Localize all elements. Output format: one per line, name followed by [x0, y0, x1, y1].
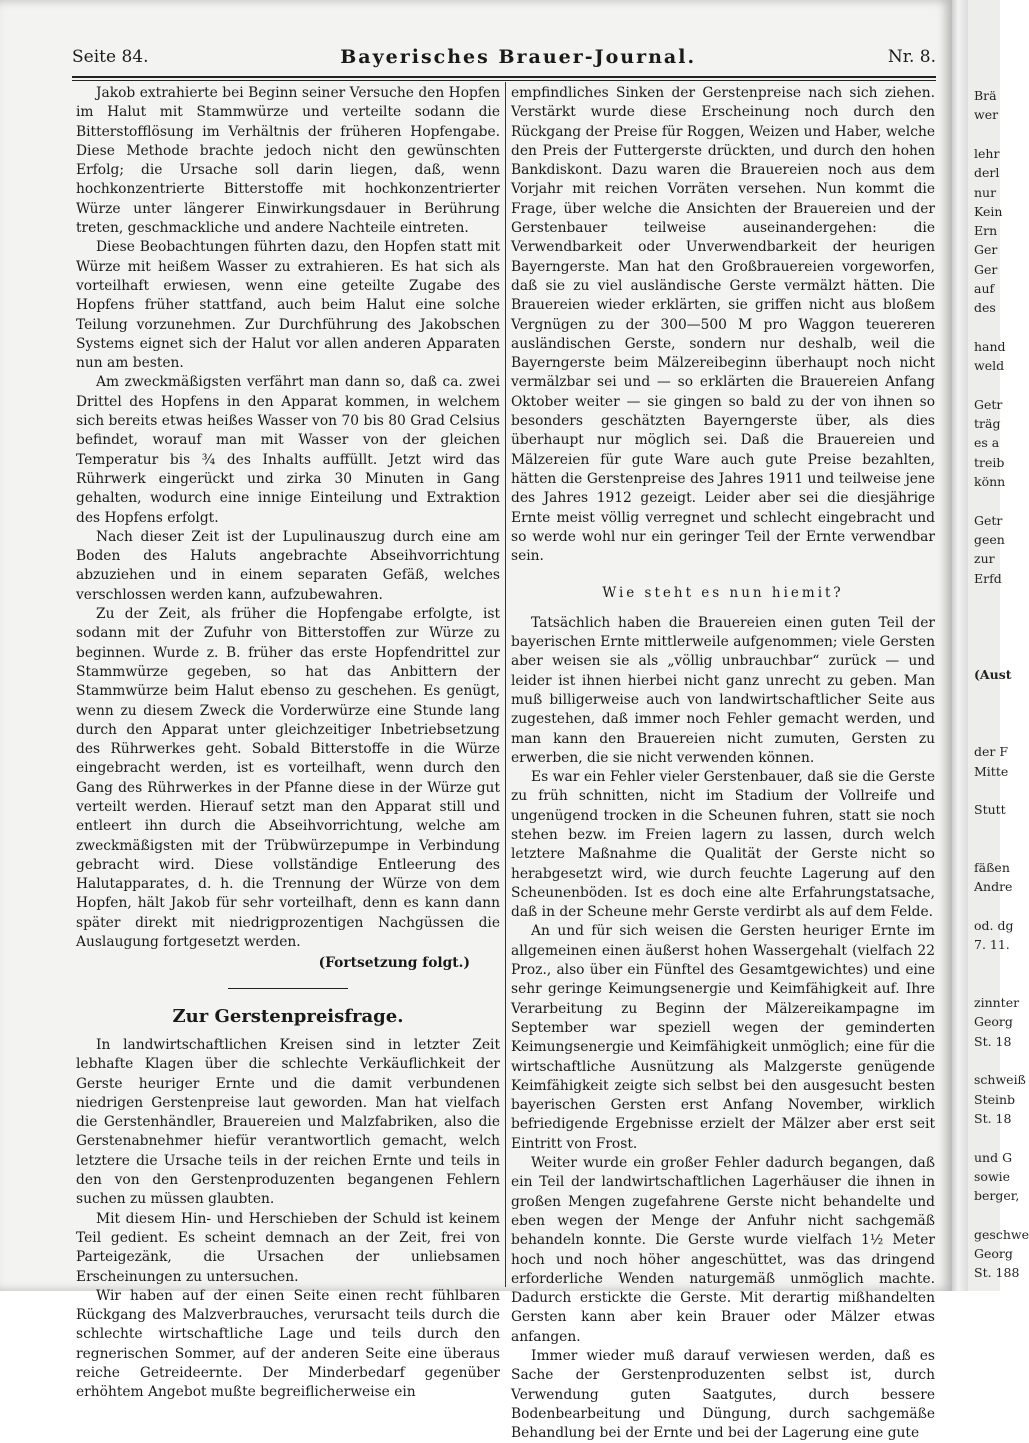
next-page-fragment: Georg — [974, 1246, 1013, 1261]
right-column — [511, 84, 935, 1442]
paragraph: Am zweckmäßigsten verfährt man dann so, daß ca. zwei Drittel des Hopfens in den Apparat kommen, in welchem sich bereits etwas heißes Wasser von 70 bis 80 Grad Celsius befindet, worauf man mit Wasser von der gleichen Temperatur bis ¾ des Inhalts auffüllt. Jetzt wird das Rührwerk eingerückt und zirka 30 Minuten in Gang gehalten, wodurch eine innige Einteilung und Extraktion des Hopfens erfolgt. — [76, 374, 500, 526]
next-page-fragment: und G — [974, 1149, 1013, 1165]
next-page-fragment: auf — [974, 281, 995, 296]
paragraph: Diese Beobachtungen führten dazu, den Hopfen statt mit Würze mit heißem Wasser zu extrahieren. Es hat sich als vorteilhaft erwiesen, wenn eine geteilte Zugabe des Hopfens früher stattfand, auch beim Halut eine solche Teilung vorzunehmen. Zur Durchführung des Jakobschen Systems eignet sich der Halut vor allen anderen Apparaten nun am besten. — [76, 239, 500, 372]
paragraph: An und für sich weisen die Gersten heuriger Ernte im allgemeinen einen äußerst hohen Wassergehalt (vielfach 22 Proz., also über ein Fünftel des Gesamtgewichtes) und eine sehr geringe Keimungsenergie und Keimfähigkeit auf. Ihre Verarbeitung zu Beginn der Mälzereikampagne im September war speziell wegen der geminderten Keimungsenergie und Keimfähigkeit unmöglich; eine für die wirtschaftliche Ausnützung als Malzgerste genügende Keimfähigkeit zeigte sich selbst bei den ausgesucht besten bayerischen Gersten erst Anfang November, wirklich befriedigende Ergebnisse erzielt der Mälzer aber erst seit Eintritt von Frost. — [511, 923, 935, 1152]
next-page-fragment: St. 18 — [974, 1110, 1012, 1126]
next-page-fragment: es a — [974, 435, 1000, 451]
column-divider — [505, 82, 506, 1287]
paragraph: Mit diesem Hin- und Herschieben der Schuld ist keinem Teil gedient. Es scheint demnach an der Zeit, frei von Parteigezänk, die Ursachen der unliebsamen Erscheinungen zu untersuchen. — [76, 1210, 500, 1285]
next-page-fragment: könn — [974, 474, 1006, 489]
next-page-fragment: zinnter — [974, 995, 1020, 1011]
next-page-fragment: Georg — [974, 1014, 1013, 1030]
next-page-fragment: hand — [974, 338, 1006, 354]
paragraph: Nach dieser Zeit ist der Lupulinauszug durch eine am Boden des Haluts angebrachte Abseihvorrichtung abzuziehen und in einem separaten Gefäß, welches verschlossen werden kann, aufzubewahren. — [76, 528, 500, 603]
next-page-edge — [968, 0, 1029, 1291]
paragraph: Weiter wurde ein großer Fehler dadurch begangen, daß ein Teil der landwirtschaftlichen Lagerhäuser die ihnen in großen Mengen zugefahrene Gerste nicht behandelte und eben wegen der Menge der Anfuhr nicht sachgemäß behandeln konnte. Die Gerste wurde vielfach 1½ Meter hoch und noch höher angeschüttet, was das dringend erforderliche Wenden naturgemäß unmöglich machte. Dadurch erstickte die Gerste. Mit derartig mißhandelten Gersten kann aber kein Brauer oder Mälzer etwas anfangen. — [511, 1155, 935, 1345]
paragraph: Immer wieder muß darauf verwiesen werden, daß es Sache der Gerstenproduzenten selbst ist, durch Verwendung guten Saatgutes, durch bessere Bodenbearbeitung und Düngung, durch sachgemäße Behandlung bei der Ernte und bei der Lagerung eine gute — [511, 1348, 935, 1442]
paragraph: Zu der Zeit, als früher die Hopfengabe erfolgte, ist sodann mit der Zufuhr von Bitterstoffen zur Würze zu beginnen. Wurde z. B. früher das erste Hopfendrittel zur Stammwürze gegeben, so hat das Anbittern der Stammwürze beim Halut ebenso zu geschehen. Es genügt, wenn zu diesem Zweck die Vorderwürze eine Stunde lang durch den Apparat unter gleichzeitiger Inbetriebsetzung des Rührwerkes geht. Sobald Bitterstoffe in die Würze eingebracht werden, ist es vorteilhaft, wenn durch den Gang des Rührwerkes in der Pfanne diese in der Würze gut verteilt werden. Hierauf setzt man den Apparat still und entleert ihn durch die Abseihvorrichtung, welche am zweckmäßigsten mit der Trübwürzepumpe in Verbindung gebracht wird. Diese vollständige Entleerung des Halutapparates, d. h. die Trennung der Würze von dem Hopfen, hält Jakob für sehr vorteilhaft, denn es kann dann später direkt mit niedrigprozentigen Nachgüssen die Auslaugung fortgesetzt werden. — [76, 606, 500, 951]
next-page-fragment: Kein — [974, 203, 1003, 219]
next-page-fragment: Erfd — [974, 570, 1002, 586]
next-page-fragment: geen — [974, 531, 1005, 547]
next-page-fragment: nur — [974, 184, 997, 200]
next-page-fragment: geschwe — [974, 1226, 1029, 1242]
next-page-fragment: treib — [974, 454, 1005, 470]
next-page-fragment: berger, — [974, 1188, 1020, 1204]
section-subheading: Wie steht es nun hiemit? — [602, 585, 844, 602]
next-page-fragment: derl — [974, 165, 1000, 181]
article-title: Zur Gerstenpreisfrage. — [172, 1005, 404, 1027]
paragraph: Tatsächlich haben die Brauereien einen guten Teil der bayerischen Ernte mittlerweile aufgenommen; viele Gersten aber weisen sie als „völlig unbrauchbar“ zurück — und leider ist ihnen hierbei nicht ganz unrecht zu geben. Man muß billigerweise auch von landwirtschaftlicher Seite aus zugestehen, daß immer noch Fehler gemacht werden, und man kann den Brauereien nicht zumuten, Gersten zu erwerben, die sie nicht verwenden können. — [511, 614, 935, 766]
book-gutter — [952, 0, 968, 1291]
page-header — [72, 44, 936, 70]
next-page-fragment: od. dg — [974, 917, 1014, 933]
paragraph: Wir haben auf der einen Seite einen recht fühlbaren Rückgang des Malzverbrauches, verursacht teils durch die schlechte wirtschaftliche Lage und teils durch den regnerischen Sommer, auf der anderen Seite eine überaus reiche Getreideernte. Der Minderbedarf gegenüber erhöhtem Angebot mußte begreiflicherweise ein — [76, 1287, 500, 1401]
left-column — [76, 84, 500, 1401]
next-page-fragment: wer — [974, 107, 999, 123]
next-page-fragment: sowie — [974, 1168, 1011, 1184]
issue-number: Nr. 8. — [887, 47, 936, 67]
next-page-fragment: Stutt — [974, 802, 1006, 818]
next-page-fragment: Mitte — [974, 763, 1009, 779]
next-page-fragment: (Aust — [974, 667, 1012, 682]
paragraph: In landwirtschaftlichen Kreisen sind in letzter Zeit lebhafte Klagen über die schlechte Verkäuflichkeit der Gerste heuriger Ernte und die damit verbundenen niedrigen Gerstenpreise laut geworden. Man hat vielfach die Gerstenhändler, Brauereien und Malzfabriken, also die Gerstenabnehmer hiefür verantwortlich gemacht, welch letztere die Ursache teils in der reichen Ernte und teils in den von den Gerstenproduzenten begangenen Fehlern suchen zu müssen glaubten. — [76, 1036, 500, 1208]
next-page-fragment: weld — [974, 358, 1005, 374]
next-page-fragment: Ern — [974, 223, 998, 239]
page-number: Seite 84. — [72, 47, 149, 67]
next-page-fragment: Brä — [974, 88, 997, 103]
header-rule — [72, 76, 936, 81]
next-page-fragment: Ger — [974, 261, 998, 277]
journal-title: Bayerisches Brauer-Journal. — [340, 46, 697, 68]
next-page-fragment: der F — [974, 744, 1009, 760]
next-page-fragment: Steinb — [974, 1091, 1016, 1107]
next-page-fragment: St. 188 — [974, 1265, 1020, 1281]
next-page-fragment: 7. 11. — [974, 937, 1010, 953]
paragraph: Es war ein Fehler vieler Gerstenbauer, daß sie die Gerste zu früh schnitten, nicht im Stadium der Vollreife und ungenügend trocken in die Scheunen fuhren, statt sie noch stehen bezw. im Freien lagern zu lassen, durch welch letztere Maßnahme die Qualität der Gerste nicht so herabgesetzt wird, wie durch feuchte Lagerung auf den Scheunenböden. Ist es doch eine alte Erfahrungstatsache, daß in der Scheune mehr Gerste verdirbt als auf dem Felde. — [511, 769, 935, 921]
next-page-fragment: Andre — [974, 879, 1013, 895]
next-page-fragment: Getr — [974, 396, 1003, 412]
continuation-note: (Fortsetzung folgt.) — [318, 955, 470, 972]
next-page-fragment: Getr — [974, 512, 1003, 528]
next-page-fragment: lehr — [974, 145, 1000, 161]
next-page-fragment: des — [974, 300, 996, 316]
next-page-fragment: Ger — [974, 242, 998, 258]
next-page-fragment: träg — [974, 416, 1001, 432]
next-page-fragment: zur — [974, 551, 995, 567]
next-page-fragment: schweiß — [974, 1072, 1026, 1088]
paragraph: empfindliches Sinken der Gerstenpreise nach sich ziehen. Verstärkt wurde diese Erscheinung noch durch den Rückgang der Preise für Roggen, Weizen und Haber, welche den Preis der Futtergerste drückten, und durch den hohen Bankdiskont. Dazu waren die Brauereien noch aus dem Vorjahr mit reichen Vorräten versehen. Nun kommt die Frage, über welche die Ansichten der Brauereien und der Gerstenbauer teilweise auseinandergehen: die Verwendbarkeit oder Unverwendbarkeit der heurigen Bayerngerste. Man hat den Großbrauereien vorgeworfen, daß sie zu viel ausländische Gerste vermälzt hätten. Die Brauereien wieder erklärten, sie griffen nicht aus bloßem Vergnügen zu der 300—500 M pro Waggon teuereren ausländischen Gerste, sondern nur deshalb, weil die Bayerngerste beim Mälzereibeginn überhaupt noch nicht vermälzbar sei und — so erklärten die Brauereien Anfang Oktober weiter — sie gingen so bald zu der von ihnen so besonders geschätzten Bayerngerste über, als dies überhaupt nur möglich sei. Daß die Brauereien und Mälzereien für gute Ware auch gute Preise bezahlten, hätten die Gerstenpreise des Jahres 1911 und teilweise jene des Jahres 1912 gezeigt. Leider aber sei die diesjährige Ernte meist völlig verregnet und schlecht eingebracht und so werde wohl nur ein geringer Teil der Ernte verwendbar sein. — [511, 85, 935, 565]
paragraph: Jakob extrahierte bei Beginn seiner Versuche den Hopfen im Halut mit Stammwürze und verteilte sodann die Bitterstofflösung im Verhältnis der früheren Hopfengabe. Diese Methode brachte jedoch nicht den gewünschten Erfolg; die Ursache soll darin liegen, daß, wenn hochkonzentrierte Bitterstoffe mit hochkonzentrierter Würze unter längerer Einwirkungsdauer in Berührung treten, geschmackliche und andere Nachteile eintreten. — [76, 85, 500, 237]
section-separator — [228, 988, 348, 989]
next-page-fragment: St. 18 — [974, 1033, 1012, 1049]
next-page-fragment: fäßen — [974, 860, 1010, 875]
